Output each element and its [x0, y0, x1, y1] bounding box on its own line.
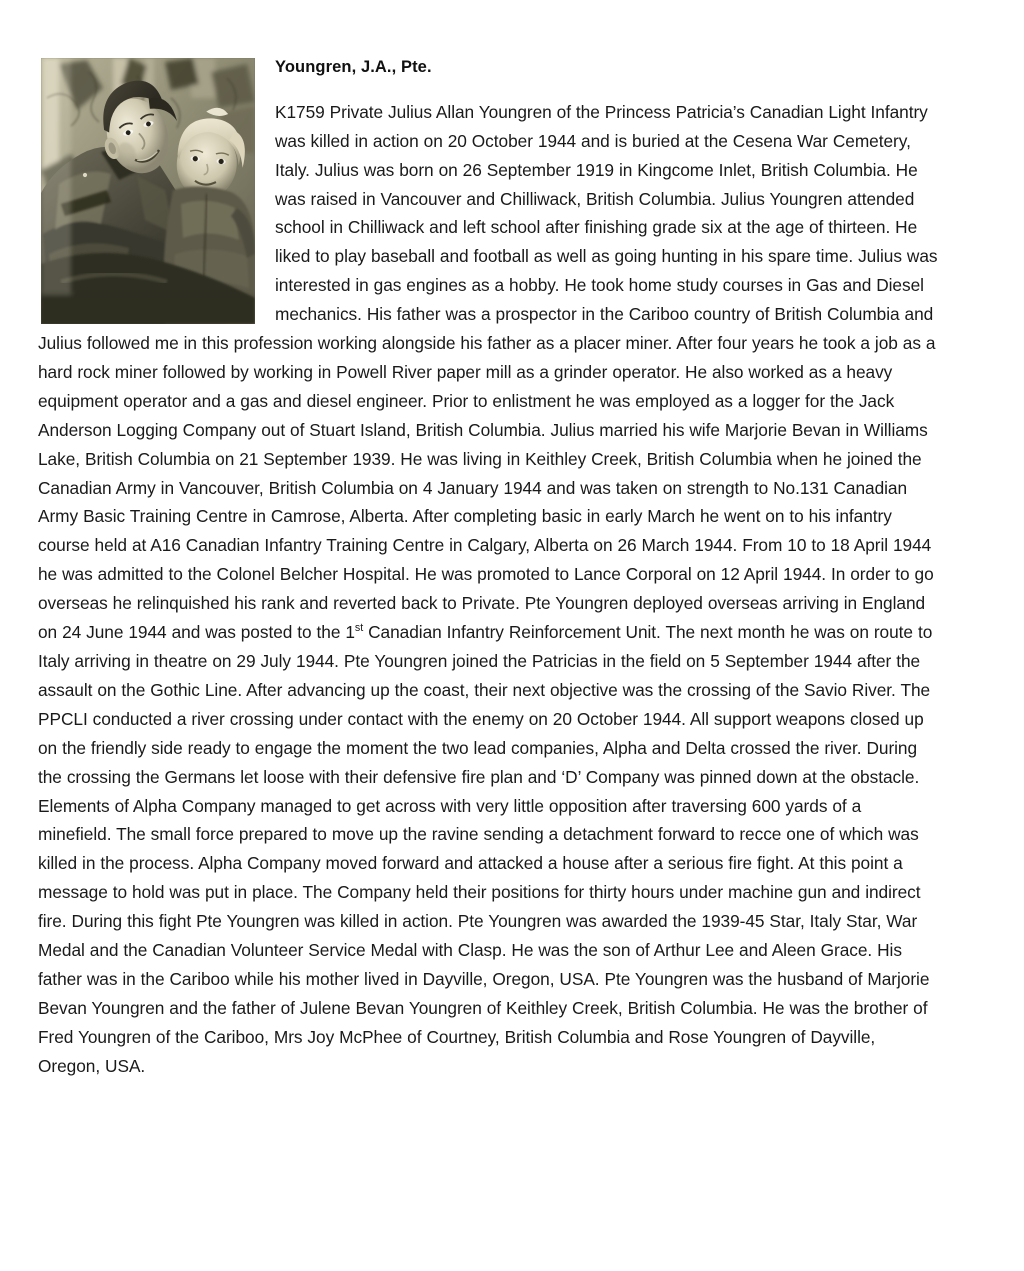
biography-segment-one: K1759 Private Julius Allan Youngren of the Princess Patricia’s Canadian Light Infantry was killed in action on 20 October 1944 and is buried at the Cesena War Cemetery, Italy. Julius was born on 26 September 1919 in Kingcome Inlet, British Columbia. He was raised in Vancouver and Chilliwack, British Columbia. Julius Youngren attended school in Chilliwack and left school after finishing grade six at the age of thirteen. He liked to play baseball and football as well as going hunting in his spare time. Julius was interested in gas engines as a hobby. He took home study courses in Gas and Diesel mechanics. His father was a prospector in the Cariboo country of British Columbia and Julius followed me in this profession working alongside his father as a placer miner. After four years he took a job as a hard rock miner followed by working in Powell River paper mill as a grinder operator. He also worked as a heavy equipment operator and a gas and diesel engineer. Prior to enlistment he was employed as a logger for the Jack Anderson Logging Company out of Stuart Island, British Columbia. Julius married his wife Marjorie Bevan in Williams Lake, British Columbia on 21 September 1939. He was living in Keithley Creek, British Columbia when he joined the Canadian Army in Vancouver, British Columbia on 4 January 1944 and was taken on strength to No.131 Canadian Army Basic Training Centre in Camrose, Alberta. After completing basic in early March he went on to his infantry course held at A16 Canadian Infantry Training Centre in Calgary, Alberta on 26 March 1944. From 10 to 18 April 1944 he was admitted to the Colonel Belcher Hospital. He was promoted to Lance Corporal on 12 April 1944. In order to go overseas he relinquished his rank and reverted back to Private. Pte Youngren deployed overseas arriving in England on 24 June 1944 and was posted to the 1: [38, 101, 938, 643]
document-content: [38, 58, 938, 1081]
soldier-photograph: [41, 58, 255, 324]
biography-segment-two: Canadian Infantry Reinforcement Unit. The next month he was on route to Italy arriving in theatre on 29 July 1944. Pte Youngren joined the Patricias in the field on 5 September 1944 after the assault on the Gothic Line. After advancing up the coast, their next objective was the crossing of the Savio River. The PPCLI conducted a river crossing under contact with the enemy on 20 October 1944. All support weapons closed up on the friendly side ready to engage the moment the two lead companies, Alpha and Delta crossed the river. During the crossing the Germans let loose with their defensive fire plan and ‘D’ Company was pinned down at the obstacle. Elements of Alpha Company managed to get across with very little opposition after traversing 600 yards of a minefield. The small force prepared to move up the ravine sending a detachment forward to recce one of which was killed in the process. Alpha Company moved forward and attacked a house after a serious fire fight. At this point a message to hold was put in place. The Company held their positions for thirty hours under machine gun and indirect fire. During this fight Pte Youngren was killed in action. Pte Youngren was awarded the 1939-45 Star, Italy Star, War Medal and the Canadian Volunteer Service Medal with Clasp. He was the son of Arthur Lee and Aleen Grace. His father was in the Cariboo while his mother lived in Dayville, Oregon, USA. Pte Youngren was the husband of Marjorie Bevan Youngren and the father of Julene Bevan Youngren of Keithley Creek, British Columbia. He was the brother of Fred Youngren of the Cariboo, Mrs Joy McPhee of Courtney, British Columbia and Rose Youngren of Dayville, Oregon, USA.: [38, 622, 933, 1076]
ordinal-suffix-superscript: st: [354, 622, 364, 635]
photograph-image: [41, 58, 255, 324]
page-title: Youngren, J.A., Pte.: [275, 58, 432, 76]
